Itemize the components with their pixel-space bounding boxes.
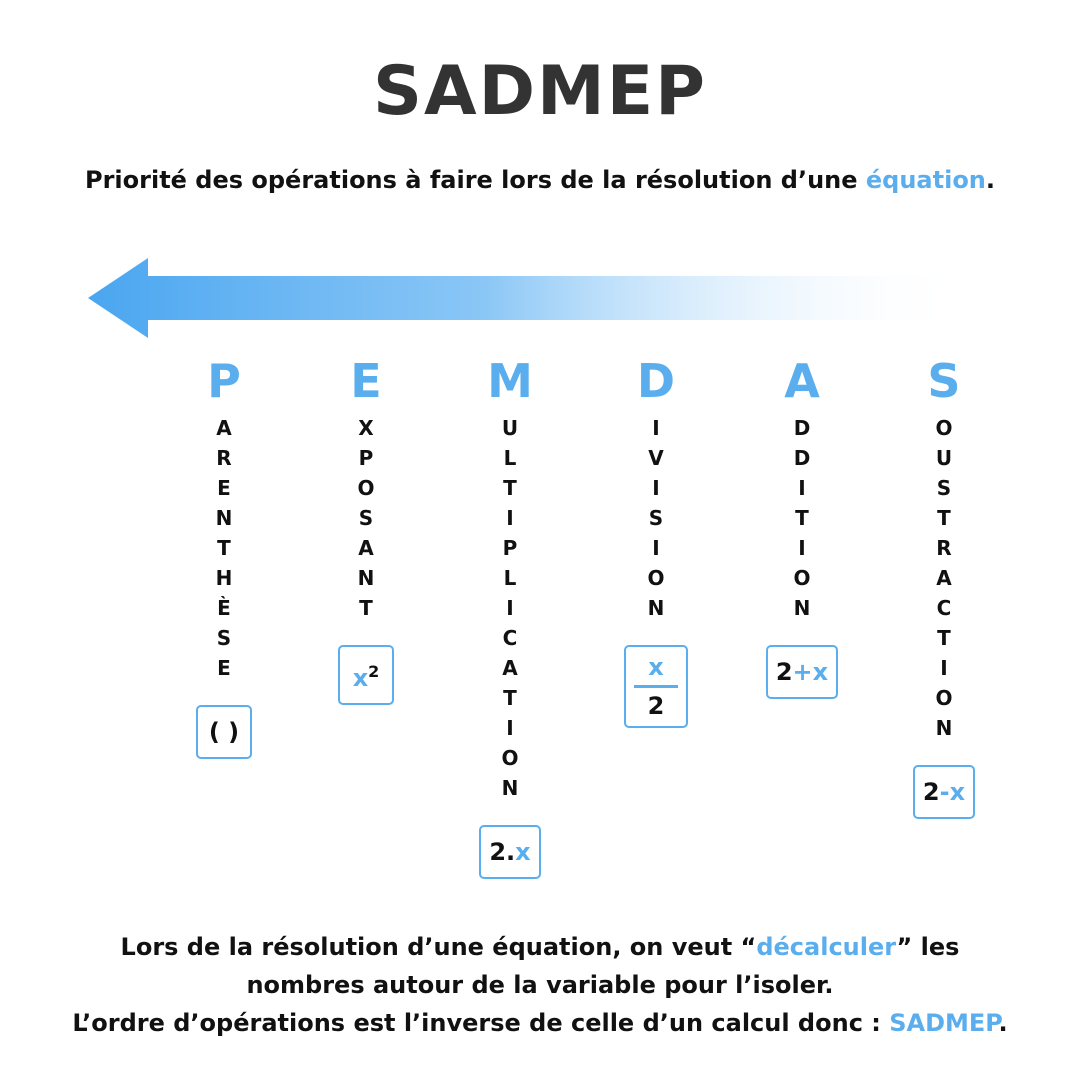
word-letter: U	[501, 416, 519, 440]
example-factor: 2.	[489, 838, 516, 866]
page-title: SADMEP	[372, 52, 707, 131]
letter-s: S	[927, 354, 961, 408]
fraction-denominator: 2	[647, 692, 665, 720]
example-division	[624, 645, 688, 728]
example-soustraction	[913, 765, 975, 819]
example-number: 2	[922, 778, 940, 806]
subtitle	[0, 166, 1080, 194]
word-letter: T	[503, 476, 517, 500]
word-exposant	[316, 413, 416, 623]
footer-highlight: SADMEP	[889, 1009, 999, 1037]
footer-highlight: décalculer	[756, 933, 897, 961]
footer-line-2: nombres autour de la variable pour l’isoler.	[246, 971, 834, 999]
example-parenthese: ( )	[196, 705, 252, 759]
word-letter: O	[501, 746, 519, 770]
subtitle-end: .	[985, 166, 996, 194]
footer-text: ” les	[896, 933, 960, 961]
word-letter: I	[940, 656, 948, 680]
footer-text: L’ordre d’opérations est l’inverse de celle d’un calcul donc :	[72, 1009, 890, 1037]
word-letter: S	[216, 626, 232, 650]
footer-text: .	[998, 1009, 1008, 1037]
word-letter: È	[217, 596, 231, 620]
example-exposant	[338, 645, 394, 705]
fraction-numerator: x	[648, 653, 664, 681]
word-letter: T	[937, 626, 951, 650]
word-letter: O	[357, 476, 375, 500]
example-addition	[766, 645, 838, 699]
word-letter: I	[506, 716, 514, 740]
word-letter: P	[502, 536, 518, 560]
word-letter: L	[503, 446, 517, 470]
example-base: x	[352, 664, 369, 692]
word-letter: R	[216, 446, 232, 470]
word-letter: O	[935, 686, 953, 710]
word-letter: I	[652, 416, 660, 440]
word-letter: N	[215, 506, 233, 530]
word-parenthese	[174, 413, 274, 683]
word-letter: I	[652, 536, 660, 560]
word-letter: E	[217, 476, 231, 500]
example-operator: +	[792, 658, 813, 686]
word-letter: N	[501, 776, 519, 800]
example-variable: x	[949, 778, 966, 806]
word-letter: T	[795, 506, 809, 530]
letter-a: A	[784, 354, 820, 408]
word-letter: A	[502, 656, 518, 680]
letter-m: M	[487, 354, 533, 408]
example-variable: x	[515, 838, 531, 866]
word-letter: X	[358, 416, 374, 440]
word-division	[606, 413, 706, 623]
footer-text: Lors de la résolution d’une équation, on veut “	[120, 933, 757, 961]
word-letter: A	[358, 536, 374, 560]
example-exponent: 2	[368, 662, 380, 681]
word-letter: O	[935, 416, 953, 440]
footer-explanation	[0, 928, 1080, 1042]
example-multiplication	[479, 825, 540, 879]
word-letter: S	[936, 476, 952, 500]
word-letter: T	[217, 536, 231, 560]
example-variable: x	[812, 658, 829, 686]
word-letter: T	[503, 686, 517, 710]
word-soustraction	[894, 413, 994, 743]
subtitle-text: Priorité des opérations à faire lors de la résolution d’une	[84, 166, 866, 194]
letter-d: D	[636, 354, 676, 408]
word-letter: D	[793, 446, 811, 470]
word-letter: O	[793, 566, 811, 590]
word-letter: E	[217, 656, 231, 680]
word-letter: O	[647, 566, 665, 590]
example-operator: -	[939, 778, 950, 806]
letter-p: P	[207, 354, 241, 408]
word-letter: L	[503, 566, 517, 590]
letter-e: E	[350, 354, 382, 408]
word-letter: A	[216, 416, 232, 440]
word-letter: C	[936, 596, 952, 620]
word-letter: N	[647, 596, 665, 620]
word-letter: N	[793, 596, 811, 620]
subtitle-highlight: équation	[865, 166, 986, 194]
word-letter: V	[648, 446, 664, 470]
word-letter: U	[935, 446, 953, 470]
word-letter: I	[798, 536, 806, 560]
word-multiplication	[460, 413, 560, 803]
column-division	[606, 355, 706, 728]
word-letter: I	[798, 476, 806, 500]
word-letter: N	[935, 716, 953, 740]
footer-line-1	[0, 928, 1080, 966]
word-letter: I	[652, 476, 660, 500]
column-exposant	[316, 355, 416, 705]
fraction-bar	[634, 685, 678, 688]
word-letter: H	[215, 566, 233, 590]
word-letter: D	[793, 416, 811, 440]
word-letter: A	[936, 566, 952, 590]
word-letter: S	[648, 506, 664, 530]
column-parenthese	[174, 355, 274, 759]
word-letter: I	[506, 596, 514, 620]
word-letter: N	[357, 566, 375, 590]
word-letter: T	[937, 506, 951, 530]
footer-line-3	[0, 1004, 1080, 1042]
word-letter: R	[936, 536, 952, 560]
left-arrow-icon	[88, 258, 968, 338]
word-letter: S	[358, 506, 374, 530]
word-letter: T	[359, 596, 373, 620]
column-addition	[752, 355, 852, 699]
word-letter: C	[502, 626, 518, 650]
column-multiplication	[460, 355, 560, 879]
word-letter: P	[358, 446, 374, 470]
example-number: 2	[775, 658, 793, 686]
column-soustraction	[894, 355, 994, 819]
word-letter: I	[506, 506, 514, 530]
word-addition	[752, 413, 852, 623]
